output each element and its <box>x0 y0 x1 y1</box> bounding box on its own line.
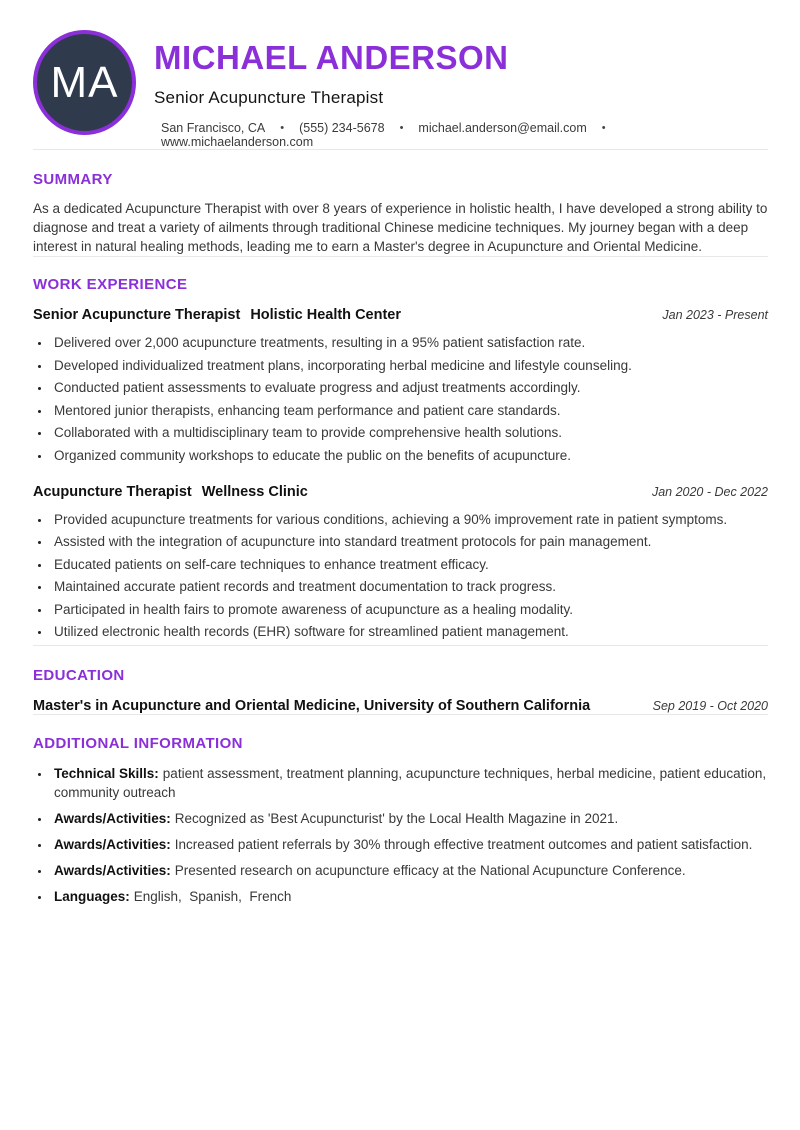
contact-email: michael.anderson@email.com <box>418 121 587 135</box>
additional-item-label: Technical Skills: <box>54 765 159 781</box>
job-bullet: • Developed individualized treatment plans, incorporating herbal medicine and lifestyle counseling. <box>51 356 768 376</box>
section-work-experience <box>33 276 768 642</box>
avatar-initials: MA <box>50 57 119 107</box>
job-title: Senior Acupuncture Therapist <box>33 307 241 323</box>
job-bullet: • Participated in health fairs to promote awareness of acupuncture as a healing modality. <box>51 600 768 620</box>
contact-separator: • <box>399 122 404 134</box>
job-bullet-list <box>33 333 768 466</box>
divider <box>33 149 768 150</box>
contact-location: San Francisco, CA <box>161 121 266 135</box>
additional-item-text: Presented research on acupuncture efficacy at the National Acupuncture Conference. <box>174 862 686 878</box>
job-entry <box>33 307 768 466</box>
job-bullet: • Conducted patient assessments to evaluate progress and adjust treatments accordingly. <box>51 378 768 398</box>
job-dates: Jan 2023 - Present <box>662 308 768 322</box>
additional-item-label: Awards/Activities: <box>54 836 171 852</box>
contact-phone: (555) 234-5678 <box>299 121 385 135</box>
job-company: Wellness Clinic <box>201 483 308 500</box>
section-education <box>33 667 768 714</box>
education-entry <box>33 698 768 714</box>
job-bullet-list <box>33 510 768 643</box>
job-company: Holistic Health Center <box>250 307 401 323</box>
contact-website: www.michaelanderson.com <box>161 135 314 149</box>
job-title-line <box>33 484 308 500</box>
job-bullet: • Delivered over 2,000 acupuncture treatments, resulting in a 95% patient satisfaction rate. <box>51 333 768 353</box>
job-title: Acupuncture Therapist <box>33 483 192 500</box>
contact-separator: • <box>280 122 285 134</box>
job-bullet: • Provided acupuncture treatments for various conditions, achieving a 90% improvement rate in patient symptoms. <box>51 510 768 530</box>
job-dates: Jan 2020 - Dec 2022 <box>651 484 768 499</box>
divider <box>33 714 768 715</box>
additional-item-text: Increased patient referrals by 30% through effective treatment outcomes and patient satisfaction. <box>174 836 753 852</box>
job-entry <box>33 484 768 643</box>
header-text <box>154 30 768 149</box>
additional-item-label: Awards/Activities: <box>54 862 171 878</box>
additional-item <box>51 861 768 880</box>
summary-heading: SUMMARY <box>33 171 113 188</box>
additional-item-text: English, Spanish, French <box>133 888 292 904</box>
job-title-line <box>33 307 401 323</box>
job-bullet: • Mentored junior therapists, enhancing team performance and patient care standards. <box>51 401 768 421</box>
summary-text: As a dedicated Acupuncture Therapist with over 8 years of experience in holistic health, I have developed a strong ability to diagnose and treat a variety of ailments through traditional Chinese medicine techniques. My journey began with a deep interest in natural healing methods, leading me to earn a Master's degree in Acupuncture and Oriental Medicine. <box>33 201 768 254</box>
person-name: MICHAEL ANDERSON <box>154 39 509 76</box>
additional-item-text: Recognized as 'Best Acupuncturist' by the Local Health Magazine in 2021. <box>174 810 619 826</box>
contact-separator: • <box>601 122 606 134</box>
divider <box>33 645 768 646</box>
job-bullet: • Utilized electronic health records (EHR) software for streamlined patient management. <box>51 622 768 642</box>
additional-item <box>51 809 768 828</box>
additional-item-text: patient assessment, treatment planning, acupuncture techniques, herbal medicine, patient education, community outreach <box>54 765 770 800</box>
job-bullet: • Assisted with the integration of acupuncture into standard treatment protocols for pain management. <box>51 532 768 552</box>
job-bullet: • Collaborated with a multidisciplinary team to provide comprehensive health solutions. <box>51 423 768 443</box>
avatar <box>33 30 136 135</box>
work-experience-heading: WORK EXPERIENCE <box>33 276 188 293</box>
additional-item-label: Awards/Activities: <box>54 810 171 826</box>
section-additional-information <box>33 735 768 906</box>
additional-information-heading: ADDITIONAL INFORMATION <box>33 734 243 752</box>
section-summary <box>33 171 768 256</box>
job-bullet: • Organized community workshops to educate the public on the benefits of acupuncture. <box>51 446 768 466</box>
person-job-title: Senior Acupuncture Therapist <box>154 88 384 107</box>
additional-item-label: Languages: <box>54 888 130 904</box>
job-bullet: • Educated patients on self-care techniques to enhance treatment efficacy. <box>51 555 768 575</box>
additional-item <box>51 835 768 854</box>
job-bullet: • Maintained accurate patient records and treatment documentation to track progress. <box>51 577 768 597</box>
resume-header <box>33 30 768 149</box>
divider <box>33 256 768 257</box>
additional-list <box>33 764 768 906</box>
additional-item <box>51 764 768 802</box>
education-degree: Master's in Acupuncture and Oriental Medicine, University of Southern California <box>33 697 591 714</box>
contact-row <box>161 121 768 149</box>
education-heading: EDUCATION <box>33 666 125 684</box>
education-dates: Sep 2019 - Oct 2020 <box>652 698 768 713</box>
job-header <box>33 307 768 323</box>
job-header <box>33 484 768 500</box>
additional-item <box>51 887 768 906</box>
